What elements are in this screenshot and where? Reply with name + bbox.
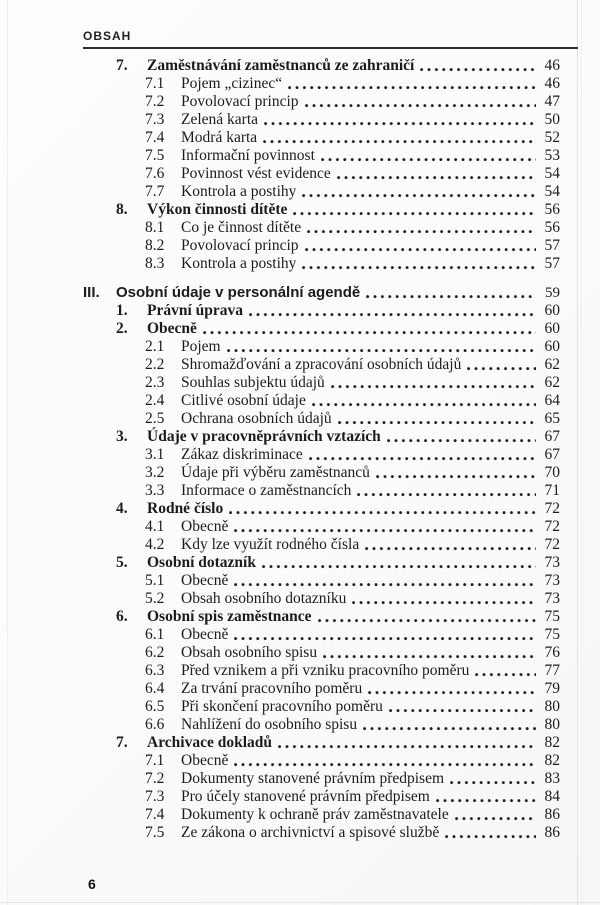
entry-page-number: 53 (544, 147, 560, 164)
toc-entry (83, 284, 560, 302)
dot-leader (309, 457, 536, 461)
entry-number: 7.2 (145, 93, 165, 110)
entry-number: 6.1 (145, 626, 165, 643)
scan-edge-left (7, 0, 8, 905)
entry-title: Ze zákona o archivnictví a spisové službě (181, 824, 440, 841)
toc-entry (83, 147, 560, 165)
dot-leader (302, 266, 536, 270)
toc-entry (83, 219, 560, 237)
toc-entry (83, 446, 560, 464)
toc-entry (83, 698, 560, 716)
entry-number: 7.7 (145, 183, 165, 200)
dot-leader (352, 601, 536, 605)
entry-number: 3.3 (145, 482, 165, 499)
entry-number: 7.3 (145, 788, 165, 805)
entry-title: Při skončení pracovního poměru (181, 698, 383, 715)
entry-title: Zákaz diskriminace (181, 446, 303, 463)
page-header-obsah: OBSAH (83, 29, 132, 43)
dot-leader (305, 104, 536, 108)
dot-leader (323, 655, 536, 659)
toc-entry (83, 428, 560, 446)
entry-page-number: 67 (544, 446, 560, 463)
entry-number: 1. (116, 302, 128, 319)
entry-title: Údaje při výběru zaměstnanců (181, 464, 370, 481)
entry-page-number: 82 (544, 752, 560, 769)
toc-entry (83, 57, 560, 75)
entry-number: 7.3 (145, 111, 165, 128)
toc-entry (83, 201, 560, 219)
entry-number: 2. (116, 320, 128, 337)
dot-leader (234, 583, 536, 587)
dot-leader (312, 403, 536, 407)
entry-page-number: 59 (545, 285, 560, 301)
toc-entry (83, 356, 560, 374)
entry-page-number: 47 (544, 93, 560, 110)
entry-number: 6.6 (145, 716, 165, 733)
entry-number: 2.1 (145, 338, 165, 355)
toc-entry (83, 590, 560, 608)
entry-title: Co je činnost dítěte (181, 219, 302, 236)
entry-title: Kontrola a postihy (181, 183, 297, 200)
dot-leader (475, 673, 536, 677)
entry-title: Před vznikem a při vzniku pracovního poměru (181, 662, 470, 679)
entry-number: 5. (116, 554, 128, 571)
entry-number: 6.2 (145, 644, 165, 661)
dot-leader (338, 421, 536, 425)
dot-leader (305, 248, 536, 252)
entry-title: Povinnost vést evidence (181, 165, 331, 182)
entry-title: Obsah osobního dotazníku (181, 590, 347, 607)
entry-title: Kontrola a postihy (181, 255, 297, 272)
toc-entry (83, 237, 560, 255)
entry-page-number: 62 (544, 356, 560, 373)
entry-title: Obecně (181, 626, 229, 643)
entry-number: 7.4 (145, 129, 165, 146)
dot-leader (387, 439, 536, 443)
toc-entry (83, 165, 560, 183)
entry-page-number: 52 (544, 129, 560, 146)
dot-leader (445, 835, 536, 839)
toc-entry (83, 770, 560, 788)
entry-page-number: 86 (544, 806, 560, 823)
entry-title: Obecně (181, 752, 229, 769)
toc-entry (83, 572, 560, 590)
dot-leader (376, 475, 536, 479)
entry-page-number: 60 (544, 338, 560, 355)
entry-number: 7.4 (145, 806, 165, 823)
entry-title: Modrá karta (181, 129, 258, 146)
entry-page-number: 65 (544, 410, 560, 427)
entry-page-number: 73 (544, 554, 560, 571)
entry-title: Povolovací princip (181, 93, 299, 110)
dot-leader (234, 529, 536, 533)
entry-page-number: 77 (544, 662, 560, 679)
header-divider-rule (83, 47, 578, 49)
entry-page-number: 60 (544, 320, 560, 337)
dot-leader (307, 230, 536, 234)
entry-title: Dokumenty stanovené právním předpisem (181, 770, 445, 787)
entry-page-number: 46 (544, 57, 560, 74)
toc-entry (83, 410, 560, 428)
entry-title: Obecně (147, 320, 197, 337)
dot-leader (203, 331, 536, 335)
toc-entry (83, 482, 560, 500)
entry-number: 8. (116, 201, 128, 218)
scan-edge-right (577, 0, 578, 905)
entry-title: Osobní dotazník (147, 554, 256, 571)
entry-title: Zelená karta (181, 111, 259, 128)
toc-entry (83, 302, 560, 320)
entry-page-number: 57 (544, 237, 560, 254)
entry-title: Povolovací princip (181, 237, 299, 254)
entry-page-number: 75 (544, 626, 560, 643)
toc-entry (83, 111, 560, 129)
dot-leader (288, 86, 536, 90)
entry-number: 6.5 (145, 698, 165, 715)
toc-entry (83, 392, 560, 410)
entry-number: 7. (116, 57, 128, 74)
toc-entry (83, 716, 560, 734)
toc-entry (83, 554, 560, 572)
entry-page-number: 56 (544, 201, 560, 218)
toc-entry (83, 500, 560, 518)
entry-page-number: 62 (544, 374, 560, 391)
scan-edge-bottom (0, 902, 600, 903)
entry-page-number: 80 (544, 698, 560, 715)
toc-entry (83, 680, 560, 698)
toc-entry (83, 374, 560, 392)
dot-leader (331, 385, 536, 389)
dot-leader (229, 511, 536, 515)
dot-leader (234, 763, 536, 767)
toc-entry (83, 824, 560, 842)
entry-title: Pro účely stanovené právním předpisem (181, 788, 430, 805)
dot-leader (293, 212, 536, 216)
entry-title: Nahlížení do osobního spisu (181, 716, 358, 733)
entry-number: 2.2 (145, 356, 165, 373)
dot-leader (420, 68, 536, 72)
entry-page-number: 73 (544, 572, 560, 589)
toc-entry (83, 183, 560, 201)
entry-title: Obecně (181, 572, 229, 589)
entry-page-number: 86 (544, 824, 560, 841)
entry-number: 3. (116, 428, 128, 445)
toc-entry (83, 93, 560, 111)
entry-title: Rodné číslo (147, 500, 224, 517)
dot-leader (467, 367, 536, 371)
entry-page-number: 60 (544, 302, 560, 319)
entry-page-number: 57 (544, 255, 560, 272)
entry-number: 7. (116, 734, 128, 751)
dot-leader (321, 158, 536, 162)
entry-number: 8.3 (145, 255, 165, 272)
entry-number: 7.5 (145, 824, 165, 841)
toc-entry (83, 644, 560, 662)
dot-leader (227, 349, 536, 353)
entry-title: Citlivé osobní údaje (181, 392, 306, 409)
entry-page-number: 79 (544, 680, 560, 697)
toc-entry (83, 518, 560, 536)
dot-leader (368, 691, 536, 695)
entry-page-number: 71 (544, 482, 560, 499)
entry-title: Výkon činnosti dítěte (147, 201, 288, 218)
entry-page-number: 82 (544, 734, 560, 751)
entry-number: 6.4 (145, 680, 165, 697)
dot-leader (262, 565, 536, 569)
entry-number: 4.1 (145, 518, 165, 535)
entry-title: Údaje v pracovněprávních vztazích (147, 428, 381, 445)
dot-leader (234, 637, 536, 641)
entry-number: 7.1 (145, 75, 165, 92)
entry-number: 6. (116, 608, 128, 625)
dot-leader (365, 547, 536, 551)
toc-list (83, 57, 560, 842)
page-number-folio: 6 (88, 876, 96, 892)
entry-page-number: 72 (544, 536, 560, 553)
entry-number: 7.5 (145, 147, 165, 164)
entry-page-number: 83 (544, 770, 560, 787)
entry-title: Archivace dokladů (147, 734, 273, 751)
entry-page-number: 84 (544, 788, 560, 805)
entry-page-number: 56 (544, 219, 560, 236)
entry-title: Obsah osobního spisu (181, 644, 318, 661)
toc-entry (83, 662, 560, 680)
entry-number: 5.1 (145, 572, 165, 589)
entry-number: 4. (116, 500, 128, 517)
dot-leader (389, 709, 536, 713)
entry-page-number: 54 (544, 165, 560, 182)
entry-number: 3.2 (145, 464, 165, 481)
entry-page-number: 72 (544, 518, 560, 535)
entry-number: 2.3 (145, 374, 165, 391)
entry-page-number: 54 (544, 183, 560, 200)
entry-title: Obecně (181, 518, 229, 535)
entry-title: Osobní spis zaměstnance (147, 608, 312, 625)
toc-entry (83, 338, 560, 356)
toc-entry (83, 464, 560, 482)
entry-number: 5.2 (145, 590, 165, 607)
dot-leader (455, 817, 536, 821)
toc-entry (83, 255, 560, 273)
dot-leader (363, 727, 536, 731)
entry-page-number: 70 (544, 464, 560, 481)
dot-leader (357, 493, 536, 497)
entry-title: Shromažďování a zpracování osobních údajů (181, 356, 462, 373)
entry-number: 7.6 (145, 165, 165, 182)
entry-title: Osobní údaje v personální agendě (116, 284, 361, 301)
entry-page-number: 67 (544, 428, 560, 445)
dot-leader (450, 781, 536, 785)
scan-edge-right-outer (581, 0, 582, 905)
entry-number: 8.2 (145, 237, 165, 254)
entry-page-number: 64 (544, 392, 560, 409)
dot-leader (278, 745, 536, 749)
dot-leader (302, 194, 536, 198)
entry-number: 2.5 (145, 410, 165, 427)
entry-number: 6.3 (145, 662, 165, 679)
entry-title: Zaměstnávání zaměstnanců ze zahraničí (147, 57, 415, 74)
toc-entry (83, 626, 560, 644)
toc-entry (83, 734, 560, 752)
entry-title: Informace o zaměstnancích (181, 482, 352, 499)
entry-page-number: 73 (544, 590, 560, 607)
dot-leader (264, 122, 536, 126)
toc-entry (83, 536, 560, 554)
entry-title: Pojem (181, 338, 221, 355)
entry-number: 4.2 (145, 536, 165, 553)
dot-leader (263, 140, 536, 144)
entry-number: 7.1 (145, 752, 165, 769)
dot-leader (436, 799, 536, 803)
dot-leader (337, 176, 536, 180)
toc-entry (83, 608, 560, 626)
entry-title: Dokumenty k ochraně práv zaměstnavatele (181, 806, 449, 823)
toc-entry (83, 788, 560, 806)
entry-page-number: 72 (544, 500, 560, 517)
entry-page-number: 80 (544, 716, 560, 733)
entry-title: Ochrana osobních údajů (181, 410, 332, 427)
entry-page-number: 50 (544, 111, 560, 128)
toc-entry (83, 75, 560, 93)
entry-page-number: 46 (544, 75, 560, 92)
entry-title: Souhlas subjektu údajů (181, 374, 325, 391)
entry-number: 2.4 (145, 392, 165, 409)
toc-entry (83, 320, 560, 338)
entry-page-number: 76 (544, 644, 560, 661)
toc-entry (83, 806, 560, 824)
entry-title: Právní úprava (147, 302, 244, 319)
dot-leader (366, 295, 536, 299)
entry-number: 3.1 (145, 446, 165, 463)
entry-title: Informační povinnost (181, 147, 315, 164)
entry-number: III. (83, 284, 100, 301)
entry-title: Pojem „cizinec“ (181, 75, 283, 92)
dot-leader (249, 313, 536, 317)
toc-entry (83, 129, 560, 147)
dot-leader (318, 619, 537, 623)
entry-number: 7.2 (145, 770, 165, 787)
toc-entry (83, 752, 560, 770)
entry-title: Kdy lze využít rodného čísla (181, 536, 360, 553)
entry-page-number: 75 (544, 608, 560, 625)
entry-number: 8.1 (145, 219, 165, 236)
entry-title: Za trvání pracovního poměru (181, 680, 363, 697)
